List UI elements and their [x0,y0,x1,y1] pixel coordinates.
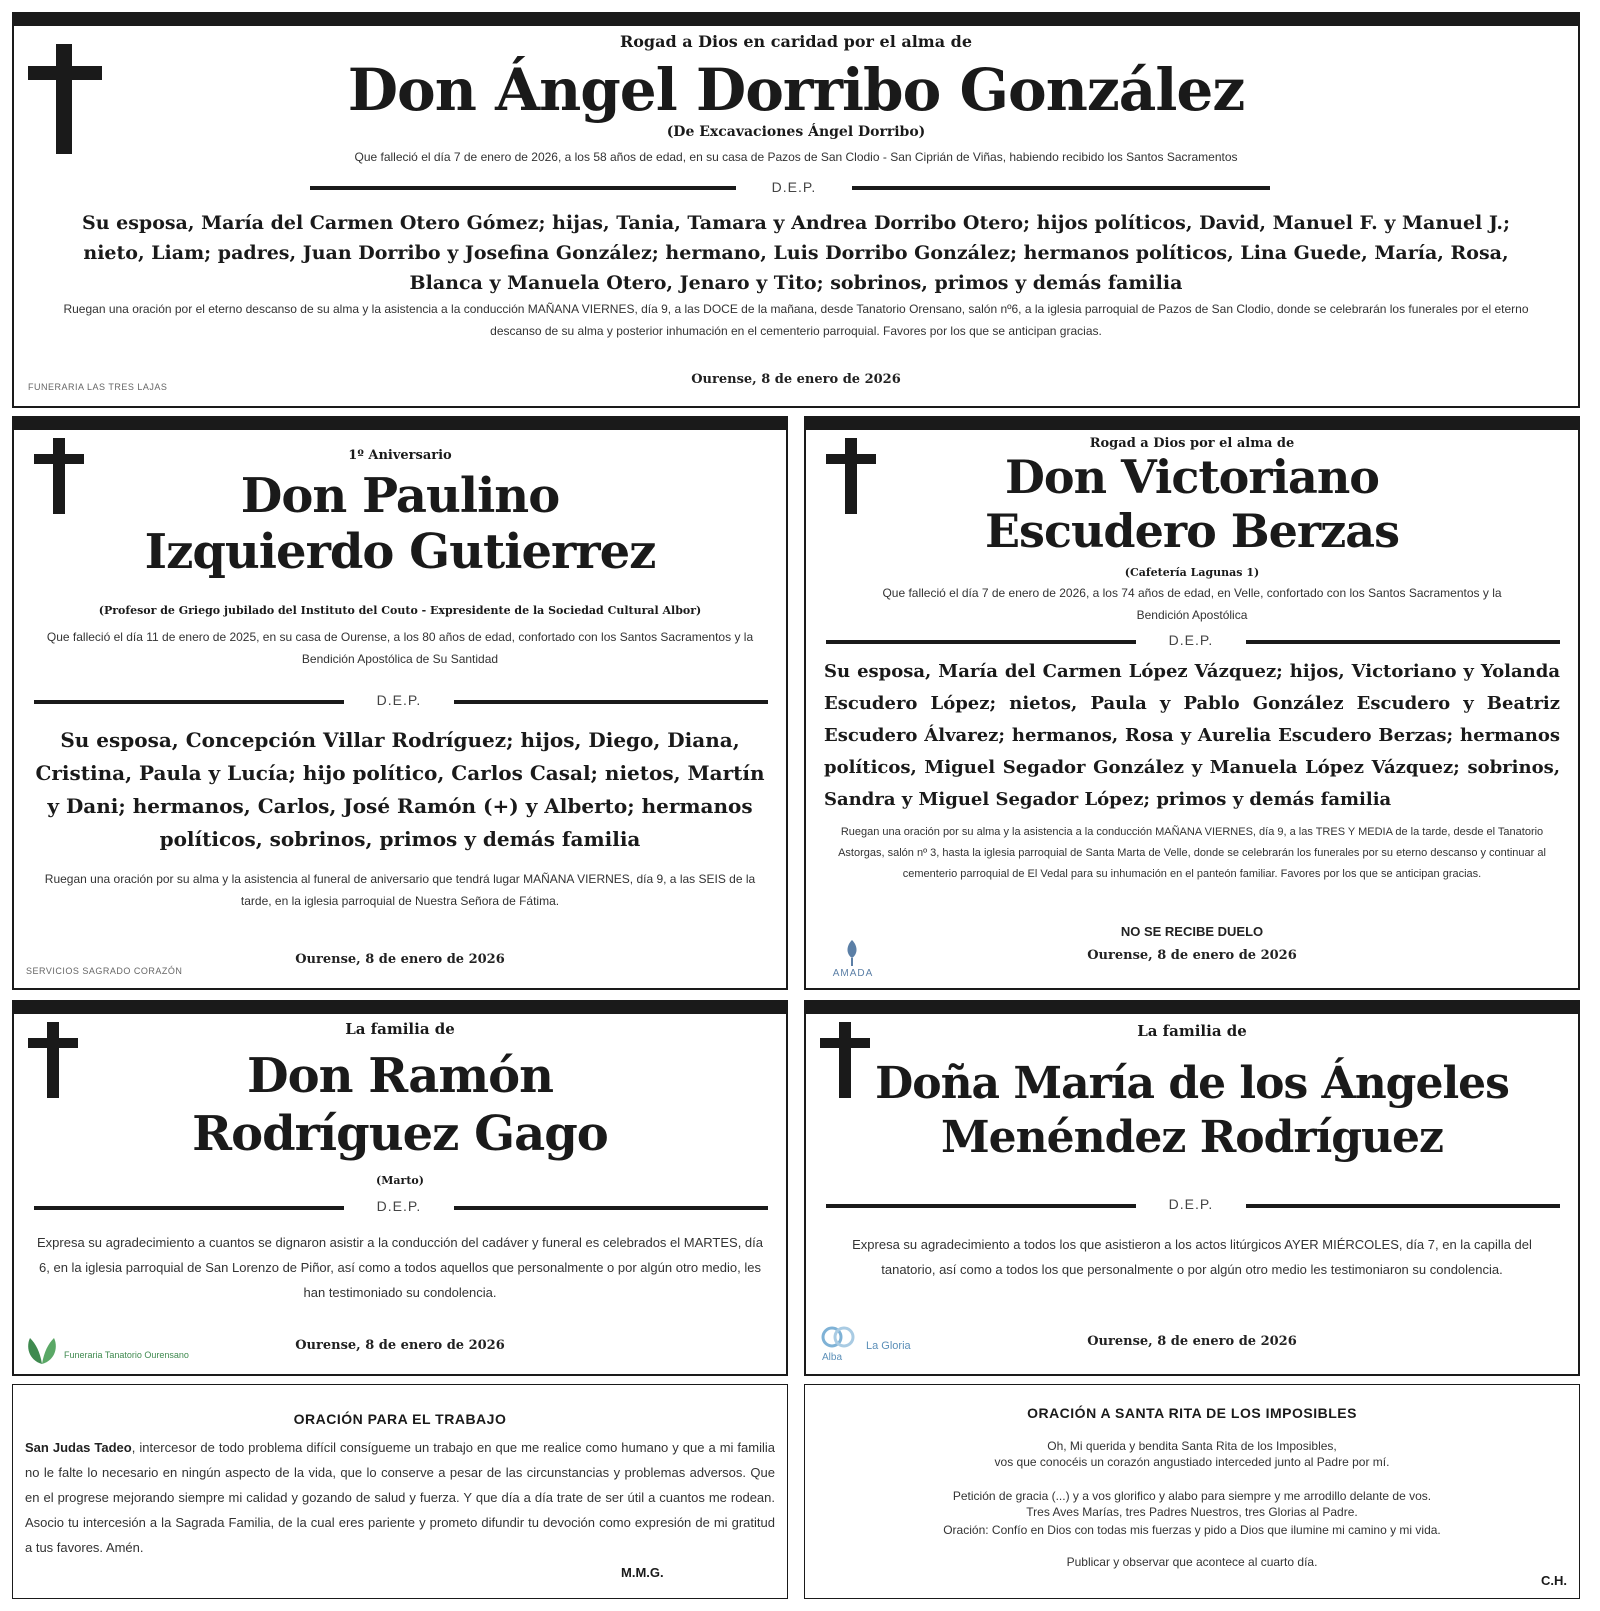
prayer-line-6: Publicar y observar que acontece al cuarto día. [1066,1555,1318,1569]
notice-top-bar [804,416,1580,430]
deceased-name-line2: Menéndez Rodríguez [940,1112,1444,1163]
prayer-request: Ruegan una oración por su alma y la asistencia al funeral de aniversario que tendrá lugar MAÑANA VIERNES, día 9, a las SEIS de la tarde, en la iglesia parroquial de Nuestra Señora de Fátima. [44,872,756,908]
divider-left [34,1206,344,1210]
deceased-subtitle: (Marto) [376,1174,424,1187]
notice-date: Ourense, 8 de enero de 2026 [295,1338,505,1353]
notice-intro: La familia de [345,1020,455,1038]
notice-intro: Rogad a Dios por el alma de [1089,436,1295,451]
notice-date: Ourense, 8 de enero de 2026 [295,952,505,967]
funeral-home: FUNERARIA LAS TRES LAJAS [28,382,168,392]
prayer-text: , intercesor de todo problema difícil consígueme un trabajo en que me realice como humano y que a mi familia no le falte lo necesario en ningún aspecto de la vida, que lo conserve a pesar de las circunstancias y problemas adversos. Que en el progrese mejorando siempre mi calidad y gozando de salud y fuerza. Y que día a día trate de ser útil a cuantos me rodean. Asocio tu intercesión a la Sagrada Familia, de la cual eres pariente y prometo difundir tu devoción como expresión de mi gratitud a tus favores. Amén. [25,1440,775,1555]
prayer-request: Ruegan una oración por su alma y la asistencia a la conducción MAÑANA VIERNES, día 9, a las TRES Y MEDIA de la tarde, desde el Tanatorio Astorgas, salón nº 3, hasta la iglesia parroquial de Santa Marta de Velle, donde se celebrarán los funerales por su eterno descanso y continuar al cementerio parroquial de El Vedal para su inhumación en el panteón familiar. Favores por los que se anticipan gracias. [838,826,1546,880]
rip-label: D.E.P. [771,179,817,195]
prayer-line-4: Tres Aves Marías, tres Padres Nuestros, tres Glorias al Padre. [1026,1505,1358,1519]
prayer-body [25,1435,775,1560]
divider-right [454,1206,768,1210]
no-condolences-note: NO SE RECIBE DUELO [1120,924,1264,939]
prayer-signature: C.H. [1541,1573,1567,1588]
family-list: Su esposa, Concepción Villar Rodríguez; hijos, Diego, Diana, Cristina, Paula y Lucía; hijo político, Carlos Casal; nietos, Martín y Dani; hermanos, Carlos, José Ramón (+) y Alberto; hermanos políticos, sobrinos, primos y demás familia [35,728,765,851]
rip-label: D.E.P. [1168,632,1214,648]
leaf-logo-icon [22,1334,62,1368]
rip-label: D.E.P. [376,1198,422,1214]
obituary-notice-escudero [804,416,1580,990]
notice-intro: La familia de [1137,1022,1247,1040]
deceased-name-line1: Doña María de los Ángeles [875,1058,1509,1109]
notice-top-bar [12,12,1580,26]
amada-logo-text: AMADA [832,968,874,979]
notice-date: Ourense, 8 de enero de 2026 [1087,1334,1297,1349]
deceased-subtitle: (Profesor de Griego jubilado del Instituto del Couto - Expresidente de la Sociedad Cultural Albor) [98,604,702,617]
deceased-name-line1: Don Ramón [246,1048,554,1104]
amada-logo [818,936,888,982]
rip-label: D.E.P. [1168,1196,1214,1212]
divider-right [852,186,1270,190]
deceased-name-line1: Don Victoriano [1005,450,1379,504]
notice-intro: 1º Aniversario [348,448,452,463]
family-list: Su esposa, María del Carmen López Vázquez; hijos, Victoriano y Yolanda Escudero López; nietos, Paula y Pablo González Escudero y Beatriz Escudero Álvarez; hermanos, Rosa y Aurelia Escudero Berzas; hermanos políticos, Miguel Segador González y Manuela López Vázquez; sobrinos, Sandra y Miguel Segador López; primos y demás familia [824,661,1560,810]
thanks-message: Expresa su agradecimiento a todos los que asistieron a los actos litúrgicos AYER MIÉRCOLES, día 7, en la capilla del tanatorio, así como a todos los que personalmente o por algún otro medio les testimoniaron su condolencia. [852,1237,1532,1277]
funeral-home: SERVICIOS SAGRADO CORAZÓN [26,966,183,976]
obituary-notice-dorribo [12,12,1580,408]
rip-label: D.E.P. [376,692,422,708]
deceased-subtitle: (Cafetería Lagunas 1) [1124,566,1260,579]
obituary-notice-rodriguez-gago [12,1000,788,1376]
prayer-line-1: Oh, Mi querida y bendita Santa Rita de los Imposibles, [1047,1439,1337,1453]
divider-right [454,700,768,704]
prayer-saint-name: San Judas Tadeo [25,1440,132,1455]
divider-left [34,700,344,704]
deceased-name-line2: Izquierdo Gutierrez [144,524,656,580]
divider-left [826,1204,1136,1208]
funeral-home-logo [22,1334,262,1370]
prayer-santa-rita [804,1384,1580,1599]
death-details: Que falleció el día 11 de enero de 2025, en su casa de Ourense, a los 80 años de edad, confortado con los Santos Sacramentos y la Bendición Apostólica de Su Santidad [46,630,754,666]
prayer-line-5: Oración: Confío en Dios con todas mis fuerzas y pido a Dios que ilumine mi camino y mi vida. [943,1523,1441,1537]
death-details: Que falleció el día 7 de enero de 2026, a los 74 años de edad, en Velle, confortado con los Santos Sacramentos y la Bendición Apostólica [882,586,1502,622]
deceased-name-line1: Don Paulino [240,468,560,524]
alba-logo-text: Alba [822,1352,843,1363]
divider-right [1246,1204,1560,1208]
death-details: Que falleció el día 7 de enero de 2026, a los 58 años de edad, en su casa de Pazos de San Clodio - San Ciprián de Viñas, habiendo recibido los Santos Sacramentos [354,150,1238,164]
notice-top-bar [12,1000,788,1014]
prayer-title: ORACIÓN A SANTA RITA DE LOS IMPOSIBLES [1027,1405,1357,1421]
funeral-home-logo [820,1324,940,1366]
notice-intro: Rogad a Dios en caridad por el alma de [619,32,973,51]
deceased-subtitle: (De Excavaciones Ángel Dorribo) [666,124,926,140]
obituary-notice-izquierdo [12,416,788,990]
la-gloria-logo-text: La Gloria [866,1340,911,1352]
notice-date: Ourense, 8 de enero de 2026 [691,372,901,387]
divider-left [826,640,1136,644]
family-list: Su esposa, María del Carmen Otero Gómez; hijas, Tania, Tamara y Andrea Dorribo Otero; hijos políticos, David, Manuel F. y Manuel J.; nieto, Liam; padres, Juan Dorribo y Josefina González; hermano, Luis Dorribo González; hermanos políticos, Lina Guede, María, Rosa, Blanca y Manuela Otero, Jenaro y Tito; sobrinos, primos y demás familia [81,212,1511,294]
prayer-title: ORACIÓN PARA EL TRABAJO [293,1411,507,1427]
prayer-line-3: Petición de gracia (...) y a vos glorifico y alabo para siempre y me arrodillo delante de vos. [952,1489,1432,1503]
notice-top-bar [12,416,788,430]
divider-left [310,186,736,190]
prayer-signature: M.M.G. [621,1565,664,1580]
deceased-name-line2: Escudero Berzas [985,504,1399,558]
thanks-message: Expresa su agradecimiento a cuantos se dignaron asistir a la conducción del cadáver y funeral es celebrados el MARTES, día 6, en la iglesia parroquial de San Lorenzo de Piñor, así como a todos aquellos que personalmente o por algún otro medio, les han testimoniado su condolencia. [37,1235,763,1300]
notice-top-bar [804,1000,1580,1014]
funeral-home-name: Funeraria Tanatorio Ourensano [64,1350,189,1360]
deceased-name-line2: Rodríguez Gago [192,1106,608,1162]
obituary-notice-menendez [804,1000,1580,1376]
divider-right [1246,640,1560,644]
notice-date: Ourense, 8 de enero de 2026 [1087,948,1297,963]
deceased-name: Don Ángel Dorribo González [347,56,1245,124]
prayer-work [12,1384,788,1599]
alba-logo-icon [820,1324,856,1350]
prayer-request: Ruegan una oración por el eterno descanso de su alma y la asistencia a la conducción MAÑANA VIERNES, día 9, a las DOCE de la mañana, desde Tanatorio Orensano, salón nº6, a la iglesia parroquial de Pazos de San Clodio, donde se celebrarán los funerales por el eterno descanso de su alma y posterior inhumación en el cementerio parroquial. Favores por los que se anticipan gracias. [63,302,1529,338]
prayer-line-2: vos que conocéis un corazón angustiado interceded junto al Padre por mí. [994,1455,1390,1469]
